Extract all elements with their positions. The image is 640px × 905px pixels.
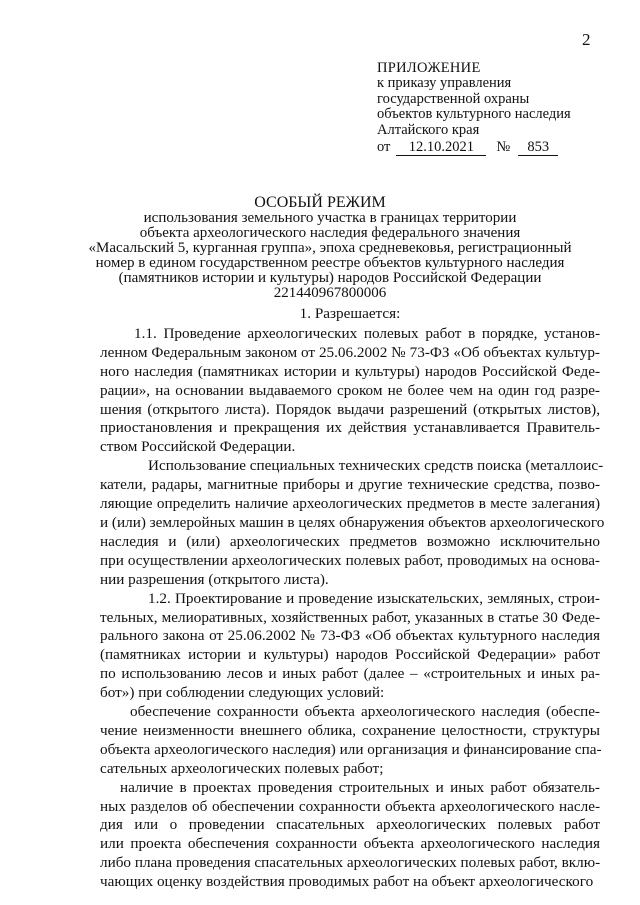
paragraph-line: при осуществлении археологических полевых работ, проводимых на основа-	[100, 551, 600, 569]
paragraph-line: катели, радары, магнитные приборы и другие технические средства, позво-	[100, 476, 600, 494]
paragraphs	[100, 324, 605, 892]
paragraph-line: наследия и (или) археологических предметов возможно исключительно	[100, 532, 600, 550]
paragraph-line: 1.2. Проектирование и проведение изыскательских, земляных, строи-	[148, 589, 600, 607]
paragraph-line: ством Российской Федерации.	[100, 438, 296, 456]
paragraph-line: объекта археологического наследия) или организация и финансирование спа-	[100, 740, 602, 758]
section-heading: 1. Разрешается:	[299, 305, 401, 322]
subtitle-line: использования земельного участка в границах территории	[143, 210, 517, 226]
from-label: от	[377, 139, 391, 156]
appendix-block	[377, 61, 571, 156]
paragraph	[100, 325, 600, 457]
paragraph-line: рального закона от 25.06.2002 № 73-ФЗ «Об объектах культурного наследия	[100, 627, 600, 645]
subtitle-line: объекта археологического наследия федерального значения	[139, 225, 521, 242]
paragraph-line: (памятниках истории и культуры) народов Российской Федерации» работ	[100, 646, 600, 664]
paragraph-line: либо плана проведения спасательных археологических полевых работ, вклю-	[100, 854, 601, 872]
paragraph-line: приостановления и прекращения их действия устанавливается Правитель-	[100, 419, 600, 437]
number-sign: №	[496, 139, 511, 156]
paragraph-line: шения (открытого листа). Порядок выдачи разрешений (открытых листов),	[100, 400, 600, 418]
paragraph-line: наличие в проектах проведения строительных и иных работ обязатель-	[120, 778, 600, 796]
paragraph-line: дия или о проведении спасательных археологических полевых работ	[100, 816, 600, 834]
appendix-line: объектов культурного наследия	[377, 106, 571, 123]
paragraph-line: сательных археологических полевых работ;	[100, 759, 384, 777]
paragraph-line: или проекта обеспечения сохранности объекта археологического наследия	[100, 835, 600, 853]
appendix-heading: ПРИЛОЖЕНИЕ	[377, 60, 481, 76]
appendix-line: к приказу управления	[377, 75, 512, 92]
page-number: 2	[582, 30, 591, 49]
paragraph-line: Использование специальных технических средств поиска (металлоис-	[148, 457, 604, 475]
paragraph-line: нии разрешения (открытого листа).	[100, 570, 329, 588]
paragraph-line: и (или) землеройных машин в целях обнаружения объектов археологического	[100, 513, 605, 531]
appendix-line: государственной охраны	[377, 90, 530, 107]
paragraph-line: ного наследия (памятниках истории и культуры) народов Российской Феде-	[100, 362, 600, 380]
paragraph-line: ляющие определить наличие археологических предметов в месте залегания)	[100, 495, 600, 513]
paragraph-line: обеспечение сохранности объекта археологического наследия (обеспе-	[130, 703, 600, 721]
subtitle-line: «Масальский 5, курганная группа», эпоха средневековья, регистрационный	[88, 240, 572, 257]
paragraph-line: 1.1. Проведение археологических полевых работ в порядке, установ-	[134, 324, 600, 342]
appendix-line: Алтайского края	[377, 121, 480, 138]
paragraph-line: ленном Федеральным законом от 25.06.2002 № 73-ФЗ «Об объектах культур-	[100, 343, 600, 361]
paragraph-line: тельных, мелиоративных, хозяйственных работ, указанных в статье 30 Феде-	[100, 608, 600, 626]
order-date: 12.10.2021	[396, 140, 486, 156]
subtitle-line: номер в едином государственном реестре объектов культурного наследия	[95, 255, 565, 272]
paragraph-line: ных разделов об обеспечении сохранности объекта археологического насле-	[100, 797, 600, 815]
document-subtitle	[60, 211, 600, 302]
paragraph-line: по использованию лесов и иных работ (далее – «строительных и иных ра-	[100, 665, 600, 683]
paragraph	[100, 703, 600, 779]
paragraph	[100, 779, 600, 892]
document-title: ОСОБЫЙ РЕЖИМ	[254, 194, 386, 211]
subtitle-line: 221440967800006	[273, 285, 387, 302]
paragraph-line: чение неизменности внешнего облика, сохранение целостности, структуры	[100, 721, 600, 739]
subtitle-line: (памятников истории и культуры) народов Российской Федерации	[118, 270, 542, 287]
paragraph-line: рации», на основании выдаваемого сроком не более чем на один год разре-	[100, 381, 600, 399]
paragraph-line: чающих оценку воздействия проводимых работ на объект археологического	[100, 873, 594, 891]
order-number: 853	[518, 140, 558, 156]
document-body	[100, 305, 605, 892]
paragraph	[100, 590, 600, 703]
paragraph-line: бот») при соблюдении следующих условий:	[100, 684, 385, 702]
order-details	[377, 140, 571, 156]
paragraph	[100, 457, 605, 589]
